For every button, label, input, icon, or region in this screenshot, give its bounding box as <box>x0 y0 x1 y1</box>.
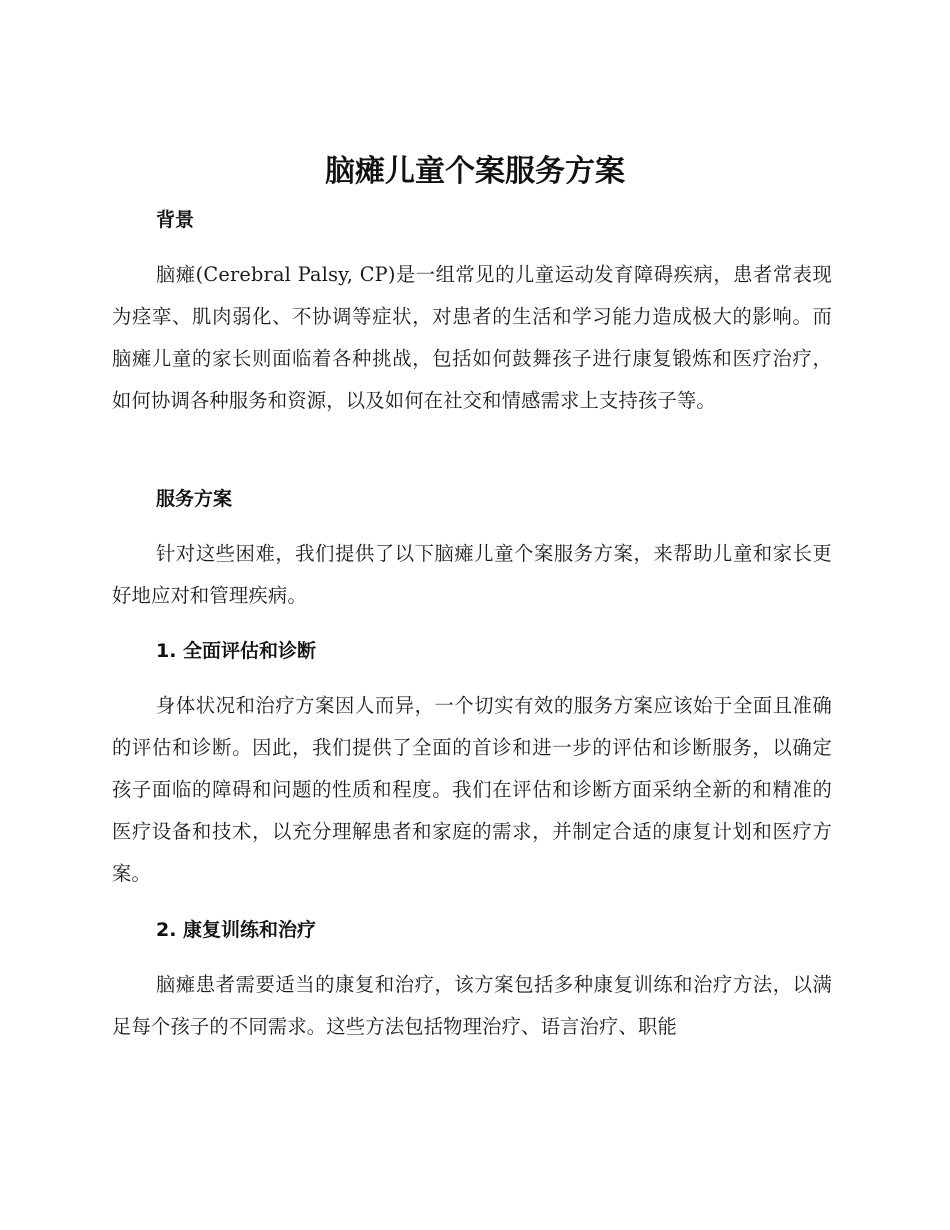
section-heading-service-plan: 服务方案 <box>156 488 233 510</box>
section-paragraph-service-plan: 针对这些困难，我们提供了以下脑瘫儿童个案服务方案，来帮助儿童和家长更好地应对和管理疾病。 <box>112 542 832 607</box>
section-heading-rehabilitation: 2. 康复训练和治疗 <box>156 919 317 941</box>
document-title: 脑瘫儿童个案服务方案 <box>325 154 625 189</box>
section-heading-background: 背景 <box>156 209 195 231</box>
section-paragraph-background: 脑瘫(Cerebral Palsy, CP)是一组常见的儿童运动发育障碍疾病，患者常表现为痉挛、肌肉弱化、不协调等症状，对患者的生活和学习能力造成极大的影响。而脑瘫儿童的家长则面临着各种挑战，包括如何鼓舞孩子进行康复锻炼和医疗治疗，如何协调各种服务和资源，以及如何在社交和情感需求上支持孩子等。 <box>112 263 832 412</box>
section-heading-assessment: 1. 全面评估和诊断 <box>156 640 317 662</box>
section-paragraph-assessment: 身体状况和治疗方案因人而异，一个切实有效的服务方案应该始于全面且准确的评估和诊断。因此，我们提供了全面的首诊和进一步的评估和诊断服务，以确定孩子面临的障碍和问题的性质和程度。我们在评估和诊断方面采纳全新的和精准的医疗设备和技术，以充分理解患者和家庭的需求，并制定合适的康复计划和医疗方案。 <box>112 694 832 885</box>
section-paragraph-rehabilitation: 脑瘫患者需要适当的康复和治疗，该方案包括多种康复训练和治疗方法，以满足每个孩子的不同需求。这些方法包括物理治疗、语言治疗、职能 <box>112 973 832 1038</box>
